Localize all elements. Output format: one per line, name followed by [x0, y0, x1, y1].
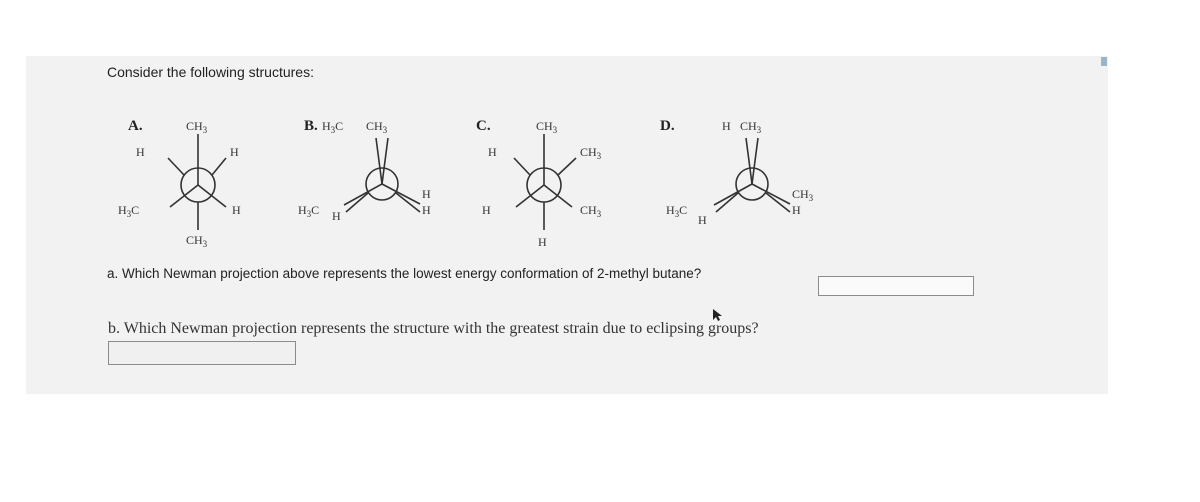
projection-a-label: A. [128, 118, 143, 134]
svg-text:H: H [488, 145, 497, 159]
newman-projection-d [656, 112, 836, 267]
svg-text:CH3: $CH_3$ [740, 119, 762, 135]
svg-text:CH3: $CH_3$ [580, 145, 602, 161]
svg-text:H: H [136, 145, 145, 159]
answer-a-input[interactable] [818, 276, 974, 296]
intro-text: Consider the following structures: [107, 64, 314, 80]
svg-text:CH3: $CH_3$ [186, 233, 208, 249]
scrollbar-marker [1101, 57, 1107, 66]
svg-text:CH3: $CH_3$ [186, 119, 208, 135]
svg-text:H: H [232, 203, 241, 217]
question-a-text: a. Which Newman projection above represents the lowest energy conformation of 2-methyl butane? [107, 266, 702, 281]
svg-text:CH3: $CH_3$ [792, 187, 814, 203]
projection-d-label: D. [660, 118, 675, 134]
projection-b-label: B. [304, 118, 318, 134]
answer-b-input[interactable] [108, 341, 296, 365]
svg-text:H: H [230, 145, 239, 159]
svg-text:H3C: $H_3C$ [666, 203, 688, 219]
svg-text:CH3: $CH_3$ [366, 119, 388, 135]
svg-text:H: H [722, 119, 731, 133]
svg-text:H: H [422, 203, 431, 217]
svg-text:CH3: $CH_3$ [580, 203, 602, 219]
newman-projection-b [292, 112, 462, 267]
svg-text:CH3: $CH_3$ [536, 119, 558, 135]
question-b-text: b. Which Newman projection represents the structure with the greatest strain due to eclipsing groups? [108, 320, 759, 337]
svg-text:H: H [422, 187, 431, 201]
svg-text:H3C: $H_3C$ [298, 203, 320, 219]
newman-projection-a [110, 112, 260, 267]
svg-text:H: H [792, 203, 801, 217]
svg-text:H: H [482, 203, 491, 217]
svg-text:H: H [538, 235, 547, 249]
svg-text:H3C: $H_3C$ [118, 203, 140, 219]
projection-c-label: C. [476, 118, 491, 134]
newman-projection-c [472, 112, 632, 267]
svg-text:H: H [698, 213, 707, 227]
svg-text:H3C: $H_3C$ [322, 119, 344, 135]
svg-text:H: H [332, 209, 341, 223]
